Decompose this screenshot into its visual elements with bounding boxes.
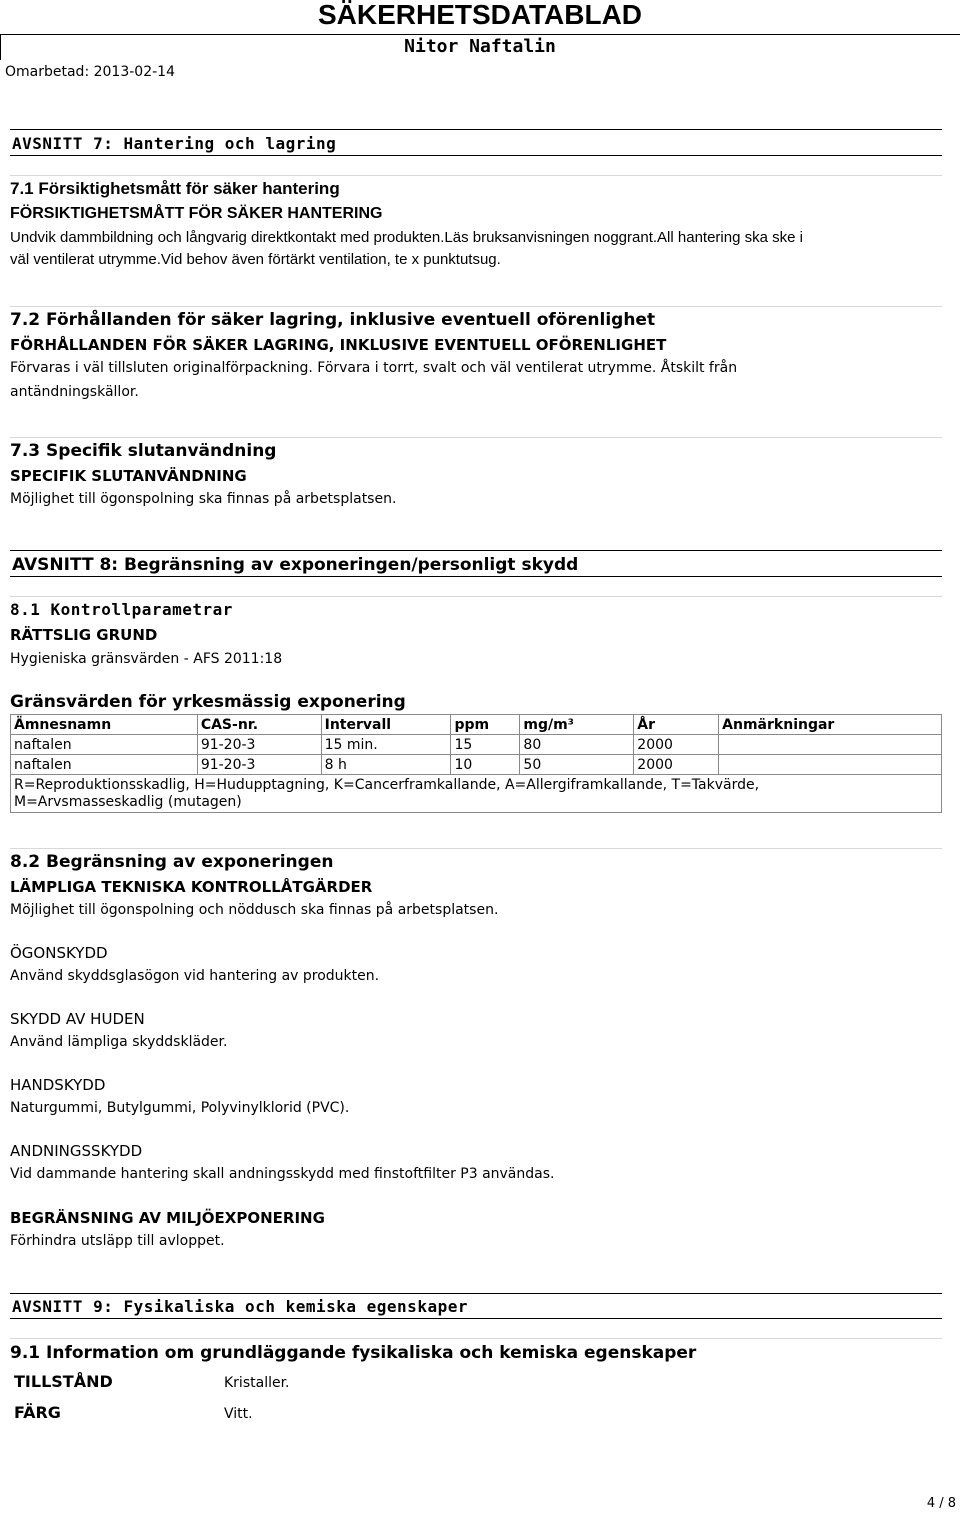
subsection-7-1-text-line-2: väl ventilerat utrymme.Vid behov även förtärkt ventilation, te x punktutsug. [10,251,501,268]
subsection-7-3-heading: SPECIFIK SLUTANVÄNDNING [10,467,247,485]
subsection-7-1-text-line-1: Undvik dammbildning och långvarig direktkontakt med produkten.Läs bruksanvisningen noggrant.All hantering ska ske i [10,229,803,246]
subsection-7-2-title: 7.2 Förhållanden för säker lagring, inklusive eventuell oförenlighet [10,310,656,330]
section-8-bottom-rule [10,576,942,577]
table-note-line-1: R=Reproduktionsskadlig, H=Hudupptagning, K=Cancerframkallande, A=Allergiframkallande, T=Takvärde, [14,776,760,793]
column-header: År [634,715,719,735]
table-cell: 10 [451,755,520,775]
subsection-8-1-title: 8.1 Kontrollparametrar [10,600,233,619]
block-text-engineering-controls: Möjlighet till ögonspolning och nöddusch ska finnas på arbetsplatsen. [10,902,499,918]
table-row [11,735,942,755]
subsection-8-1-heading: RÄTTSLIG GRUND [10,626,158,644]
column-header: CAS-nr. [197,715,321,735]
block-heading-hand-protection: HANDSKYDD [10,1076,106,1094]
table-cell: 91-20-3 [197,755,321,775]
block-text-eye-protection: Använd skyddsglasögon vid hantering av produkten. [10,968,380,984]
table-cell: 8 h [321,755,451,775]
exposure-limits-table-title: Gränsvärden för yrkesmässig exponering [10,692,406,712]
table-cell: naftalen [11,735,198,755]
column-header: ppm [451,715,520,735]
subsection-7-2-text-line-2: antändningskällor. [10,384,139,400]
section-7-title: AVSNITT 7: Hantering och lagring [12,134,337,153]
block-text-respiratory-protection: Vid dammande hantering skall andningsskydd med finstoftfilter P3 användas. [10,1166,555,1182]
property-label-state: TILLSTÅND [14,1372,113,1391]
table-note-line-2: M=Arvsmasseskadlig (mutagen) [14,793,242,810]
subsection-7-1-heading: FÖRSIKTIGHETSMÅTT FÖR SÄKER HANTERING [10,205,383,222]
subsection-7-3-title: 7.3 Specifik slutanvändning [10,441,277,461]
subsection-rule [10,175,942,176]
column-header: Intervall [321,715,451,735]
block-text-skin-protection: Använd lämpliga skyddskläder. [10,1034,228,1050]
subsection-rule [10,1338,942,1339]
table-cell: 91-20-3 [197,735,321,755]
table-header-row [11,715,942,735]
header-rule [0,34,960,35]
block-text-hand-protection: Naturgummi, Butylgummi, Polyvinylklorid (PVC). [10,1100,350,1116]
table-cell: 80 [520,735,634,755]
table-row [11,755,942,775]
subsection-rule [10,437,942,438]
subsection-7-1-title: 7.1 Försiktighetsmått för säker hantering [10,179,340,198]
column-header: Anmärkningar [719,715,942,735]
subsection-7-2-text-line-1: Förvaras i väl tillsluten originalförpackning. Förvara i torrt, svalt och väl ventilerat utrymme. Åtskilt från [10,360,738,376]
table-note [11,775,942,813]
subsection-8-1-text: Hygieniska gränsvärden - AFS 2011:18 [10,651,283,667]
exposure-limits-table [10,714,942,813]
document-title: SÄKERHETSDATABLAD [317,0,643,30]
page-number: 4 / 8 [926,1496,956,1511]
column-header: Ämnesnamn [11,715,198,735]
block-text-environmental-exposure: Förhindra utsläpp till avloppet. [10,1233,225,1249]
block-heading-skin-protection: SKYDD AV HUDEN [10,1010,145,1028]
block-heading-environmental-exposure: BEGRÄNSNING AV MILJÖEXPONERING [10,1209,325,1227]
section-8-title: AVSNITT 8: Begränsning av exponeringen/personligt skydd [12,555,579,575]
subsection-rule [10,596,942,597]
product-name: Nitor Naftalin [404,36,556,57]
section-9-top-rule [10,1293,942,1294]
property-label-color: FÄRG [14,1403,61,1422]
table-cell: naftalen [11,755,198,775]
section-8-top-rule [10,550,942,551]
table-cell [719,735,942,755]
section-9-title: AVSNITT 9: Fysikaliska och kemiska egenskaper [12,1297,468,1316]
property-value-color: Vitt. [224,1406,253,1422]
table-cell: 50 [520,755,634,775]
subsection-7-3-text: Möjlighet till ögonspolning ska finnas på arbetsplatsen. [10,491,397,507]
subsection-9-1-title: 9.1 Information om grundläggande fysikaliska och kemiska egenskaper [10,1343,697,1363]
table-cell: 2000 [634,755,719,775]
section-7-bottom-rule [10,155,942,156]
block-heading-engineering-controls: LÄMPLIGA TEKNISKA KONTROLLÅTGÄRDER [10,878,373,896]
block-heading-respiratory-protection: ANDNINGSSKYDD [10,1142,143,1160]
table-cell: 15 [451,735,520,755]
table-note-row [11,775,942,813]
revision-date: Omarbetad: 2013-02-14 [5,64,175,80]
section-7-top-rule [10,129,942,130]
subsection-7-2-heading: FÖRHÅLLANDEN FÖR SÄKER LAGRING, INKLUSIVE EVENTUELL OFÖRENLIGHET [10,336,667,354]
subsection-8-2-title: 8.2 Begränsning av exponeringen [10,852,334,872]
table-cell: 2000 [634,735,719,755]
subsection-rule [10,306,942,307]
table-cell [719,755,942,775]
block-heading-eye-protection: ÖGONSKYDD [10,944,108,962]
column-header: mg/m³ [520,715,634,735]
table-cell: 15 min. [321,735,451,755]
property-value-state: Kristaller. [224,1375,290,1391]
section-9-bottom-rule [10,1318,942,1319]
subsection-rule [10,848,942,849]
